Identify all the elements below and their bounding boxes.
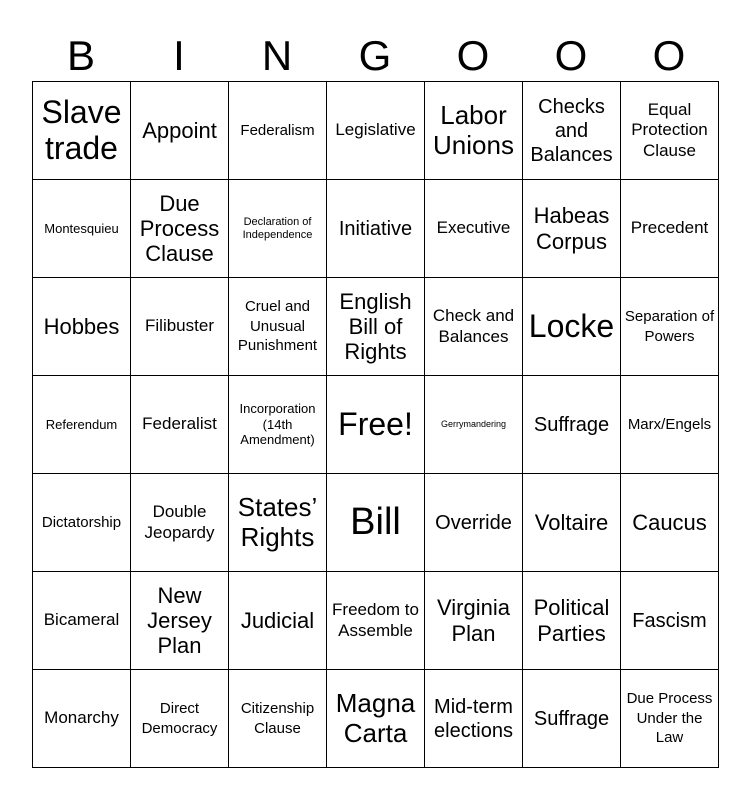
bingo-cell[interactable]: Double Jeopardy	[131, 474, 229, 572]
bingo-cell[interactable]: Magna Carta	[327, 670, 425, 768]
bingo-cell[interactable]: New Jersey Plan	[131, 572, 229, 670]
bingo-cell[interactable]: Locke	[523, 278, 621, 376]
bingo-cell[interactable]: Judicial	[229, 572, 327, 670]
bingo-cell[interactable]: Monarchy	[33, 670, 131, 768]
bingo-cell[interactable]: Declaration of Independence	[229, 180, 327, 278]
bingo-cell[interactable]: Montesquieu	[33, 180, 131, 278]
bingo-cell[interactable]: English Bill of Rights	[327, 278, 425, 376]
bingo-cell[interactable]: Freedom to Assemble	[327, 572, 425, 670]
bingo-cell[interactable]: Direct Democracy	[131, 670, 229, 768]
bingo-cell[interactable]: Incorporation (14th Amendment)	[229, 376, 327, 474]
bingo-cell[interactable]: Citizenship Clause	[229, 670, 327, 768]
bingo-cell[interactable]: Fascism	[621, 572, 719, 670]
header-letter-4: G	[358, 32, 392, 79]
bingo-cell[interactable]: Voltaire	[523, 474, 621, 572]
header-letter-3: N	[261, 32, 293, 79]
bingo-cell[interactable]: Appoint	[131, 82, 229, 180]
bingo-cell[interactable]: Initiative	[327, 180, 425, 278]
bingo-cell[interactable]: Legislative	[327, 82, 425, 180]
free-space-cell[interactable]: Free!	[327, 376, 425, 474]
bingo-cell[interactable]: Hobbes	[33, 278, 131, 376]
bingo-cell[interactable]: Cruel and Unusual Punishment	[229, 278, 327, 376]
bingo-cell[interactable]: Separation of Powers	[621, 278, 719, 376]
bingo-cell[interactable]: Due Process Under the Law	[621, 670, 719, 768]
bingo-cell[interactable]: Federalist	[131, 376, 229, 474]
header-letter-6: O	[554, 32, 588, 79]
header-letter-7: O	[652, 32, 686, 79]
bingo-cell[interactable]: Marx/Engels	[621, 376, 719, 474]
bingo-cell[interactable]: Political Parties	[523, 572, 621, 670]
bingo-cell[interactable]: Dictatorship	[33, 474, 131, 572]
header-letter-5: O	[456, 32, 490, 79]
header-letter-1: B	[66, 32, 95, 79]
bingo-cell[interactable]: Slave trade	[33, 82, 131, 180]
bingo-cell[interactable]: Federalism	[229, 82, 327, 180]
bingo-cell[interactable]: Habeas Corpus	[523, 180, 621, 278]
bingo-cell[interactable]: Suffrage	[523, 376, 621, 474]
bingo-cell[interactable]: Suffrage	[523, 670, 621, 768]
bingo-cell[interactable]: Bicameral	[33, 572, 131, 670]
bingo-cell[interactable]: Virginia Plan	[425, 572, 523, 670]
bingo-cell[interactable]: States’ Rights	[229, 474, 327, 572]
bingo-header	[32, 30, 720, 82]
bingo-cell[interactable]: Filibuster	[131, 278, 229, 376]
bingo-cell[interactable]: Checks and Balances	[523, 82, 621, 180]
bingo-cell[interactable]: Override	[425, 474, 523, 572]
bingo-cell[interactable]: Gerrymandering	[425, 376, 523, 474]
bingo-cell[interactable]: Equal Protection Clause	[621, 82, 719, 180]
bingo-cell[interactable]: Bill	[327, 474, 425, 572]
bingo-cell[interactable]: Caucus	[621, 474, 719, 572]
bingo-cell[interactable]: Due Process Clause	[131, 180, 229, 278]
bingo-cell[interactable]: Executive	[425, 180, 523, 278]
bingo-cell[interactable]: Check and Balances	[425, 278, 523, 376]
bingo-cell[interactable]: Labor Unions	[425, 82, 523, 180]
bingo-cell[interactable]: Precedent	[621, 180, 719, 278]
header-letter-2: I	[173, 32, 185, 79]
bingo-cell[interactable]: Referendum	[33, 376, 131, 474]
bingo-grid	[32, 81, 719, 768]
bingo-cell[interactable]: Mid-term elections	[425, 670, 523, 768]
